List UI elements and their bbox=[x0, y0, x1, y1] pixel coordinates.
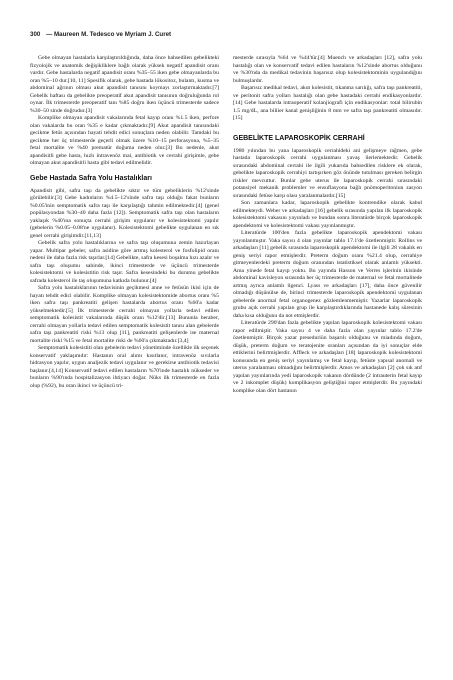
running-title: — Maureen M. Tedesco ve Myriam J. Curet bbox=[46, 31, 172, 38]
paragraph: Gebelik safra yolu hastalıklarına ve safra taşı oluşumuna zemin hazırlayan yapar. Multipar gebeler, safra asidine göre artmış kolesterol ve fosfolipid oranı nedeni ile daha fazla risk taşırlar.[14] Gebelikte, safra kesesi boşalma hızı azalır ve safra taşı oluşumu sahinde, ikinci trimesterde ve üçüncü trimesterde kolesistektomi ve kolesistitin risk taşır. Safra kesesindeki bu durumu gebelikte safrada kolesterol ile taş oluşumuna katkıda bulunur.[4] bbox=[30, 240, 219, 284]
section-heading: GEBELİKTE LAPAROSKOPİK CERRAHİ bbox=[233, 134, 365, 142]
paragraph: Komplike olmayan apandisit vakalarında fetal kayıp oranı %1.5 iken, perfore olan vakalarda bu oran %35 e kadar çıkmaktadır.[9] Akut apandisit tanısındaki gecikme fetüs açısından hayati tehdit edici sonuçlara neden olabilir. Tamdaki bu gecikme her üç trimesterde geçerli olmak üzere %10–15 perforasyona, %5–35 fetal mortalite ve %40 prematür doğuma neden olur.[3] Bu nedenle, akut apandisitli gebe hasta, hızlı intravenöz mai, antibiotik ve cerrahi girişimle, gebe olmayan akut apandisitli hasta gibi tedavi edilmelidir. bbox=[30, 115, 219, 166]
paragraph: 1980 yılından bu yana laparoskopik cerrahideki ani gelişmeye rağmen, gebe hastada laparoskopik cerrahi uygulanması yavaş ilerlemektedir. Gebelik sırasındaki abdominal cerrahi ile ilgili yukarıda bahsedilen risklere ek olarak, gebelikte laparoskopik cerrahiyi tartışırken göz önünde tutulması gereken belirgin riskler mevcuttur. Bunlar gebe uterus ile laparoskopik cerrahi sırasındaki potansiyel mekanik problemler ve ensuflasyona bağlı pnömoperitoniun zasyon sırasındaki fetüse karşı olası yaralanmalardır.[15] bbox=[233, 147, 422, 199]
right-column bbox=[233, 55, 422, 395]
left-column bbox=[30, 55, 219, 390]
paragraph: Gebe olmayan hastalarla karşılaştırıldığında, daha önce bahsedilen gebelikteki fizyolojik ve anatomik değişikliklere bağlı olarak yüksek negatif apandisit oranı vardır. Gebe hastalarda negatif apandisit oranı %35–55 iken gebe olmayanlarda bu oran %5–10 dur.[10, 11] Spesifik olarak, gebe hastada lökositoz, bulantı, kusma ve abdominal ağrının olması akut apandisit tanısını koymayı zorlaştırmaktadır.[7] Gebelik haftası da gebelikte preoperatif akut apandisit tanısının doğruluğunda rol oynar. İlk trimesterde preoperatif tanı %85 doğru iken üçüncü trimesterde sadece %30–50 sinde doğrudur.[3] bbox=[30, 55, 219, 114]
paragraph: Başarısız medikal tedavi, akut kolesistit, tıkanma sarılığı, safra taşı pankreatiti, ve peritonit safra yolları hastalığı olan gebe hastadaki cerrahi endikasyonlardır.[14] Gebe hastalarda intraoperatif kolanjiografi için endikasyonlar: total bilirubin 1.5 mg/dL, ana biliier kanal genişliğinin 8 mm ve safra taşı pankreatiti olmasıdır.[15] bbox=[233, 85, 422, 121]
paragraph: Safra yolu hastalıklarının tedavisinin geçikmesi anne ve fetüsün ikisi için de hayatı tehdit edici olabilir. Komplike olmayan kolesistektomide abortus oranı %5 iken safra taşı pankreatiti gelişen hastalarda abortus oranı %60'a kadar yükselmektedir.[5] İlk trimesterde cerrahi olmayan yollarla tedavi edilen semptomatik kolesistit vakalarında düşük oranı %12'dir.[13] Bununla beraber, cerrahi olmayan yollarla tedavi edilen semptomatik kolesistit tanısı alan gebelerde safra taşı pankreatiti riski %13 olup [11], pankreatiti gelişenlerde ise maternal mortalite riski %15 ve fetal mortalite riski de %60'a çıkmaktadır.[3,4] bbox=[30, 285, 219, 344]
paragraph: Semptomatik kolesistiti olan gebelerin tedavi yönetiminde özellikle ilk seçenek konservatif yaklaşımdır: Hastanın oral alımı kısıtlanır, intravenöz sıvılarla hidrasyon yapılır, uygun analjezik tedavi uygulanır ve gerekirse antibiotik tedavisi başlanır.[4,14] Konservatif tedavi edilen hastaların %70'inde hastalık nükseder ve bunların %90'ında hospitalizasyon ihtiyacı doğar. Nüks ilk trimesterde en fazla olup (%92), bu oran ikinci ve üçüncü tri- bbox=[30, 345, 219, 389]
paragraph: mesterde sırasıyla %64 ve %44'tür.[4] Muench ve arkadaşları [12], safra yolu hastalığı olan ve konservatif tedavi edilen hastaların %12'sinde abortus olduğunu ve %30'nda da medikal tedavinin başarısız olup kolesistektominin uygulandığını bulmuşlardır. bbox=[233, 55, 422, 84]
paragraph: Apandisit gibi, safra taşı da gebelikte sıktır ve tüm gebeliklerin %12'sinde görülebilir.[3] Gebe kadınların %4.5–12'sinde safra taşı olduğu fakat bunların %0.05'inin semptomatik safra taşı ile karşılaştığı tahmin edilmektedir.[4] (genel popülasyondan %30–40 daha fazla [12]). Semptomatik safra taşı olan hastaların yaklaşık %40'ına sonuçta cerrahi girişim uygulanır ve kolesistektomi yapılır (gebelerin %0.05–0.08'ne uygulanır). Kolesistektomi gebelikte uygulanan en sık genel cerrahi girişimdir.[11,13] bbox=[30, 187, 219, 239]
paragraph: Son zamanlara kadar, laparoskopik gebelikte kontrendike olarak kabul edilmekteydi. Weber ve arkadaşları [16] gebelik sırasında yapılan ilk laparoskopik kolesistektomi vakasını yayınladı ve bundan sonra literatürde birçok laparoskopik apendektomi ve kolesistektomi vakası yayınlanmıştır. bbox=[233, 200, 422, 229]
paragraph: Literatürde 100'den fazla gebelikte laparoskopik apendektomi vakası yayınlanmıştır. Vaka sayısı 4 olan yayınlar tablo 17.1'de özetlenmiştir. Rollins ve arkadaşları [11] gebelik sırasında laparoskopik apendektomi ile ilgili 28 vakalık en geniş seriyi rapor etmişlerdir. Preterm doğum oranı %21.4 olup, cerrahiye gitmeyenlerdeki preterm doğum oranından istatistiksel olarak anlamlı yüksekti. Ama yinede fetal kayıp yoktu. Bu yayında Hasson ve Verres işlerinin ikisinde abdominal kavisleyon sırasında her üç trimesterde de maternal ve fetal mortalitede artmış ayrıca anlamlı ilgenci. Lyass ve arkadaşları [17], daha önce güvenilir olmadığı düşünülse de, birinci trimesterde laparoskopik apendektomi uygulanan gebelerde anormal fetal organogenez gözlemlenmemiştir. Yazarlar laparoskopik grubu açık cerrahi yapılan grup ile karşılaştırdıklarında hastanede kalış süresinin daha kısa olduğunu da not etmişlerdir. bbox=[233, 230, 422, 319]
page-number: 300 bbox=[30, 31, 41, 38]
paragraph: Literatürde 290'dan fazla gebelikte yapılan laparoskopik kolesistektomi vakası rapor edilmiştir. Vaka sayısı 4 ve daha fazla olan yayınlar tablo 17.2'de özetlenmiştir. Birçok yazar preseduriün başarılı olduğunu ve miadında doğum, düşük, preterm doğum ve teratojenite oranları açısından da iyi sonuçlar elde ettiklerini belirtmişlerdir. Affleck ve arkadaşları [18] laparoskopik kolesistektomi konusunda en geniş seriyi yayınlamış ve fetal kayıp, fetüste yapısal anomali ve uterus yaralanması olmadığını belirtmişlerdir. Amos ve arkadaşları [2] çok sık atıf yapılan yayınlarında yedi laparoskopik vakanın dördünde (2 intrauterin fetal kayıp ve 2 inkomplet düşük) komplikasyon geliştiğini rapor etmişlerdir. Bu yayındaki komplike olan dört hastanın bbox=[233, 320, 422, 394]
section-heading: Gebe Hastada Safra Yolu Hastalıkları bbox=[30, 174, 152, 182]
running-header bbox=[30, 31, 424, 40]
